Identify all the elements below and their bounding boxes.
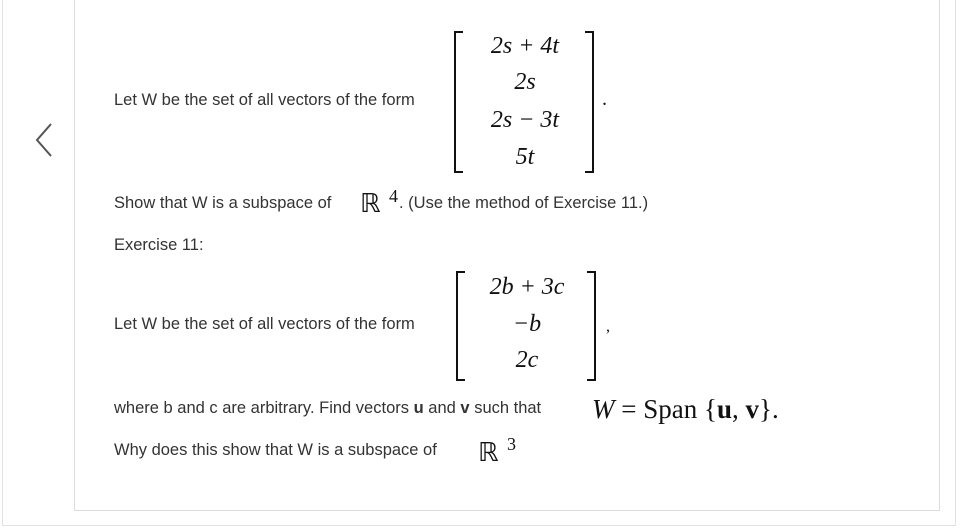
span-equals: =	[621, 394, 637, 424]
where-line	[114, 398, 541, 418]
exercise-matrix-entry-3: 2c	[515, 347, 539, 373]
and-text: and	[428, 399, 456, 417]
where-text: where b and c are arbitrary. Find vectors	[114, 399, 409, 417]
vector-u-label: u	[413, 399, 424, 417]
matrix-period: .	[602, 88, 607, 110]
span-open-brace: {	[703, 394, 717, 424]
show-text-before: Show that W is a subspace of	[114, 194, 332, 212]
span-comma: ,	[731, 394, 739, 424]
span-close-brace: }.	[758, 394, 779, 424]
why-space-exponent: 3	[507, 434, 516, 454]
exercise-matrix-entry-2: −b	[512, 311, 542, 337]
why-text: Why does this show that W is a subspace of	[114, 441, 437, 459]
span-v: v	[745, 394, 759, 424]
matrix-entry-4: 5t	[515, 144, 535, 170]
real-space-exponent: 4	[389, 186, 398, 206]
span-w: W	[592, 394, 615, 424]
chevron-left-icon	[30, 120, 60, 160]
why-space-symbol: ℝ	[478, 438, 499, 467]
show-text-after: . (Use the method of Exercise 11.)	[399, 194, 649, 212]
span-u: u	[716, 394, 732, 424]
matrix-entry-3: 2s − 3t	[490, 107, 560, 133]
exercise-matrix-comma: ,	[606, 318, 610, 335]
matrix-entry-1: 2s + 4t	[490, 33, 560, 59]
problem-intro-text: Let W be the set of all vectors of the form	[114, 91, 415, 109]
exercise-heading: Exercise 11:	[114, 236, 204, 254]
such-that-text: such that	[474, 399, 542, 417]
exercise-intro-text: Let W be the set of all vectors of the form	[114, 315, 415, 333]
previous-button[interactable]	[30, 120, 60, 160]
span-word: Span	[643, 394, 698, 424]
real-space-symbol: ℝ	[360, 189, 381, 218]
exercise-matrix-entry-1: 2b + 3c	[489, 274, 565, 300]
matrix-entry-2: 2s	[514, 69, 536, 95]
span-equation	[592, 393, 779, 425]
vector-v-label: v	[460, 399, 470, 417]
